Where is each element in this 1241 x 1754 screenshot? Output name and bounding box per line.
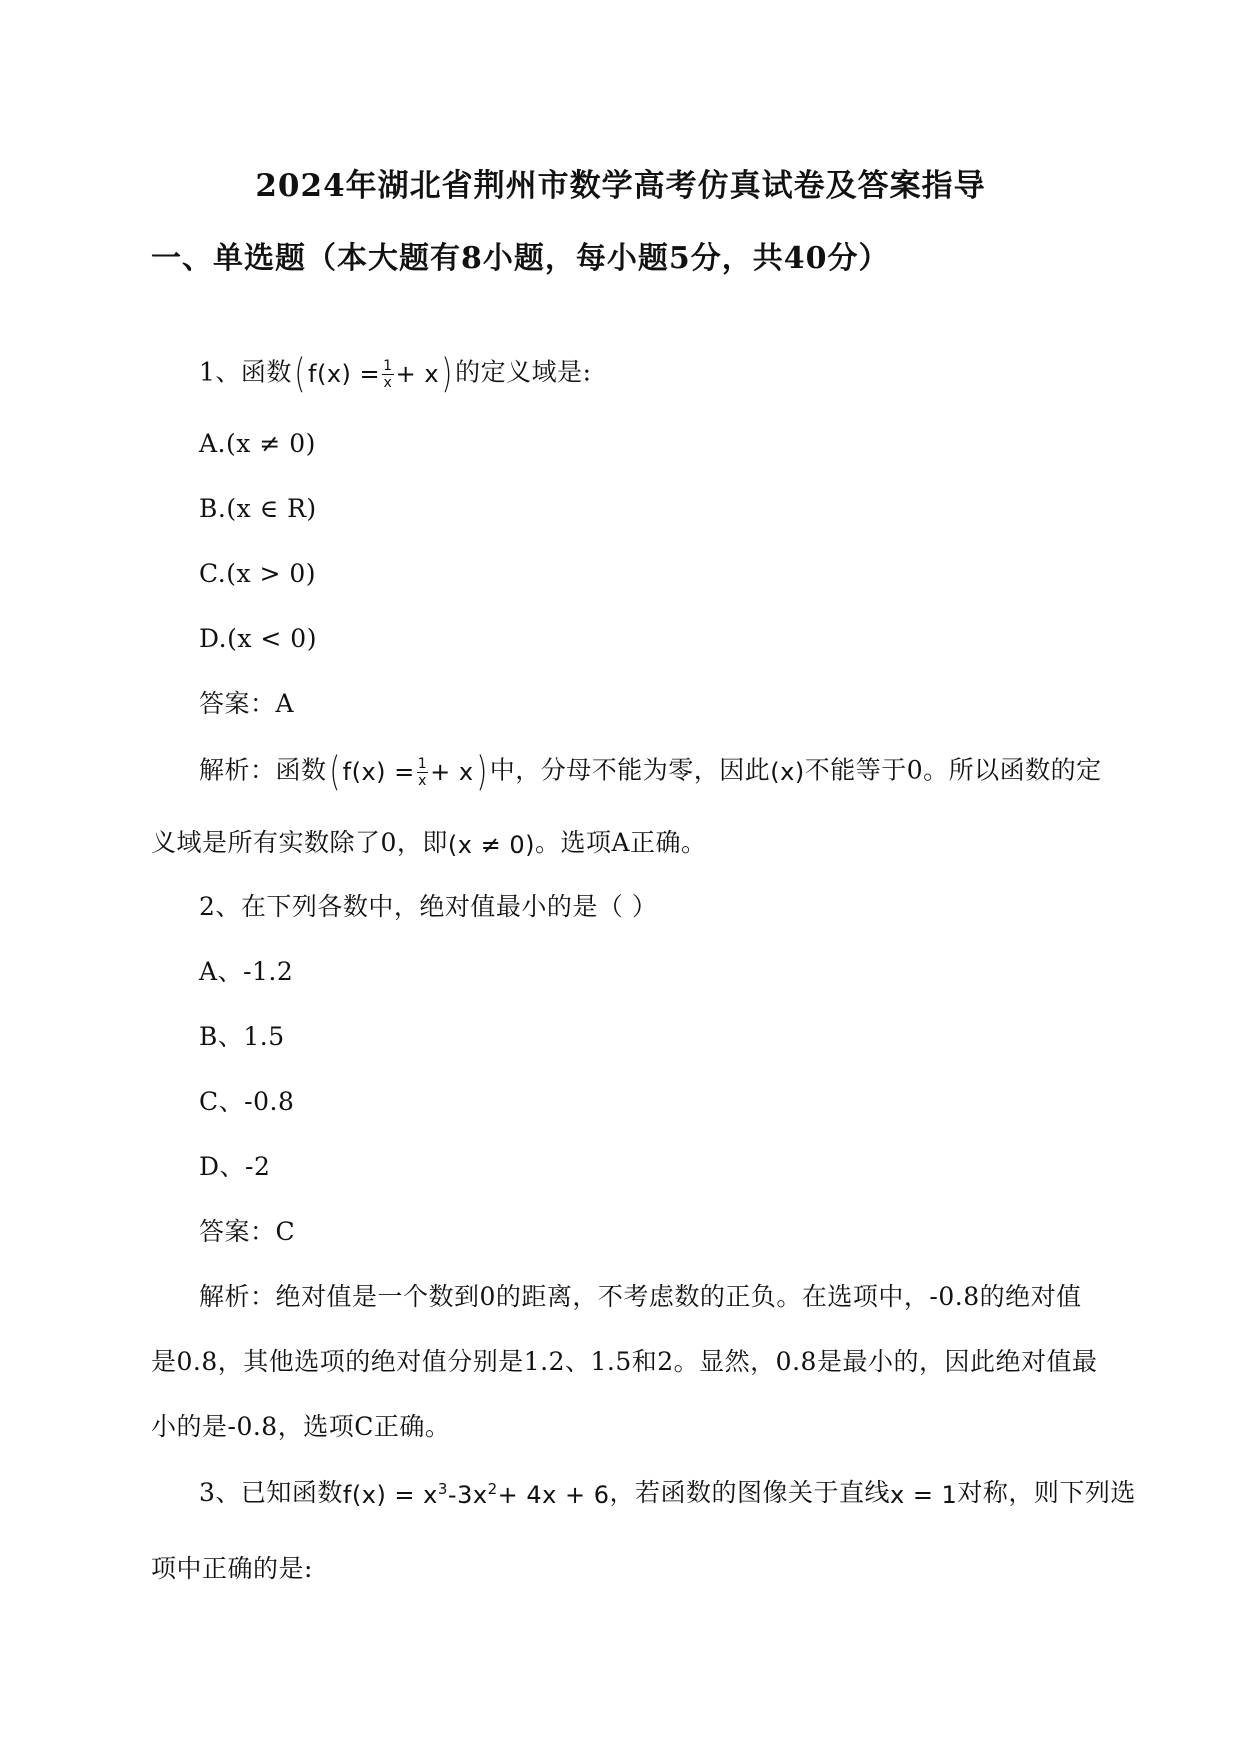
option-text: 1.5 xyxy=(243,1022,285,1051)
stem-prefix: 已知函数 xyxy=(240,1478,343,1507)
math-var: (x) xyxy=(770,758,805,786)
option-text: (x ∈ R) xyxy=(226,494,317,523)
option-label: C. xyxy=(199,559,227,588)
exponent: 2 xyxy=(487,1479,498,1498)
stem-suffix: 的定义域是: xyxy=(455,357,592,387)
question-2-answer: 答案：C xyxy=(199,1217,296,1246)
math-expr-right: + x xyxy=(395,360,440,388)
question-3-stem-line-2: 项中正确的是: xyxy=(151,1554,313,1583)
section-heading: 一、单选题（本大题有8小题，每小题5分，共40分） xyxy=(151,241,890,276)
close-paren: ) xyxy=(476,749,488,795)
stem-text: 在下列各数中，绝对值最小的是（ ） xyxy=(240,892,658,921)
fraction-numerator: 1 xyxy=(383,357,393,374)
math-line: x = 1 xyxy=(889,1480,958,1509)
option-d xyxy=(199,1150,270,1184)
question-2-analysis-line-1: 解析：绝对值是一个数到0的距离，不考虑数的正负。在选项中，-0.8的绝对值 xyxy=(199,1282,1082,1311)
question-1-answer: 答案：A xyxy=(199,689,295,718)
math-expr-left: f(x) = xyxy=(308,360,381,388)
option-b xyxy=(199,492,317,526)
option-c xyxy=(199,1085,294,1119)
option-a xyxy=(199,427,316,461)
question-2-analysis-line-3: 小的是-0.8，选项C正确。 xyxy=(151,1412,451,1441)
option-text: (x ≠ 0) xyxy=(226,429,316,458)
option-text: -1.2 xyxy=(243,957,294,986)
stem-suffix: 对称，则下列选 xyxy=(957,1478,1136,1507)
math-expr xyxy=(343,1478,610,1512)
question-2-stem xyxy=(199,890,657,924)
analysis-mid: 中，分母不能为零，因此 xyxy=(489,755,771,785)
document-title: 2024年湖北省荆州市数学高考仿真试卷及答案指导 xyxy=(255,168,986,204)
option-text: (x < 0) xyxy=(227,624,317,653)
option-text: (x > 0) xyxy=(226,559,317,588)
option-label: D、 xyxy=(199,1152,246,1181)
question-number: 2、 xyxy=(199,892,241,921)
option-c xyxy=(199,557,316,591)
math-expr-right: + x xyxy=(430,758,474,786)
analysis-tail: 不能等于0。所以函数的定 xyxy=(804,755,1102,785)
question-1-analysis-line-2 xyxy=(151,826,707,862)
fraction xyxy=(417,756,428,789)
question-1-stem xyxy=(199,351,592,397)
exponent: 3 xyxy=(437,1479,448,1498)
fraction-denominator: x xyxy=(383,374,393,391)
option-text: -2 xyxy=(245,1152,271,1181)
math-part: -3x xyxy=(447,1480,488,1509)
math-expr: (x ≠ 0) xyxy=(447,830,535,859)
fraction-numerator: 1 xyxy=(417,755,428,772)
question-1-analysis-line-1 xyxy=(199,749,1102,795)
option-a xyxy=(199,955,293,989)
option-label: D. xyxy=(199,624,228,653)
fraction-denominator: x xyxy=(418,772,427,789)
open-paren: ( xyxy=(328,749,341,795)
question-number: 1、 xyxy=(199,357,241,387)
question-2-analysis-line-2: 是0.8，其他选项的绝对值分别是1.2、1.5和2。显然，0.8是最小的，因此绝对值最 xyxy=(151,1347,1098,1376)
option-d xyxy=(199,622,317,656)
option-label: B、 xyxy=(199,1022,244,1051)
option-b xyxy=(199,1020,285,1054)
question-number: 3、 xyxy=(199,1478,241,1507)
math-expr-left: f(x) = xyxy=(342,758,415,786)
math-part: + 4x + 6 xyxy=(497,1480,610,1509)
stem-mid: ，若函数的图像关于直线 xyxy=(609,1478,890,1507)
fraction xyxy=(382,358,393,391)
option-text: -0.8 xyxy=(244,1087,295,1116)
analysis-line2-suffix: 。选项A正确。 xyxy=(535,828,707,857)
stem-prefix: 函数 xyxy=(240,357,292,387)
math-part: f(x) = x xyxy=(342,1480,438,1509)
close-paren: ) xyxy=(441,351,453,397)
analysis-prefix: 解析：函数 xyxy=(199,755,327,785)
option-label: C、 xyxy=(199,1087,245,1116)
question-3-stem xyxy=(199,1476,1136,1512)
option-label: B. xyxy=(199,494,227,523)
option-label: A、 xyxy=(199,957,244,986)
analysis-line2-prefix: 义域是所有实数除了0，即 xyxy=(151,828,448,857)
option-label: A. xyxy=(199,429,227,458)
open-paren: ( xyxy=(294,351,306,397)
